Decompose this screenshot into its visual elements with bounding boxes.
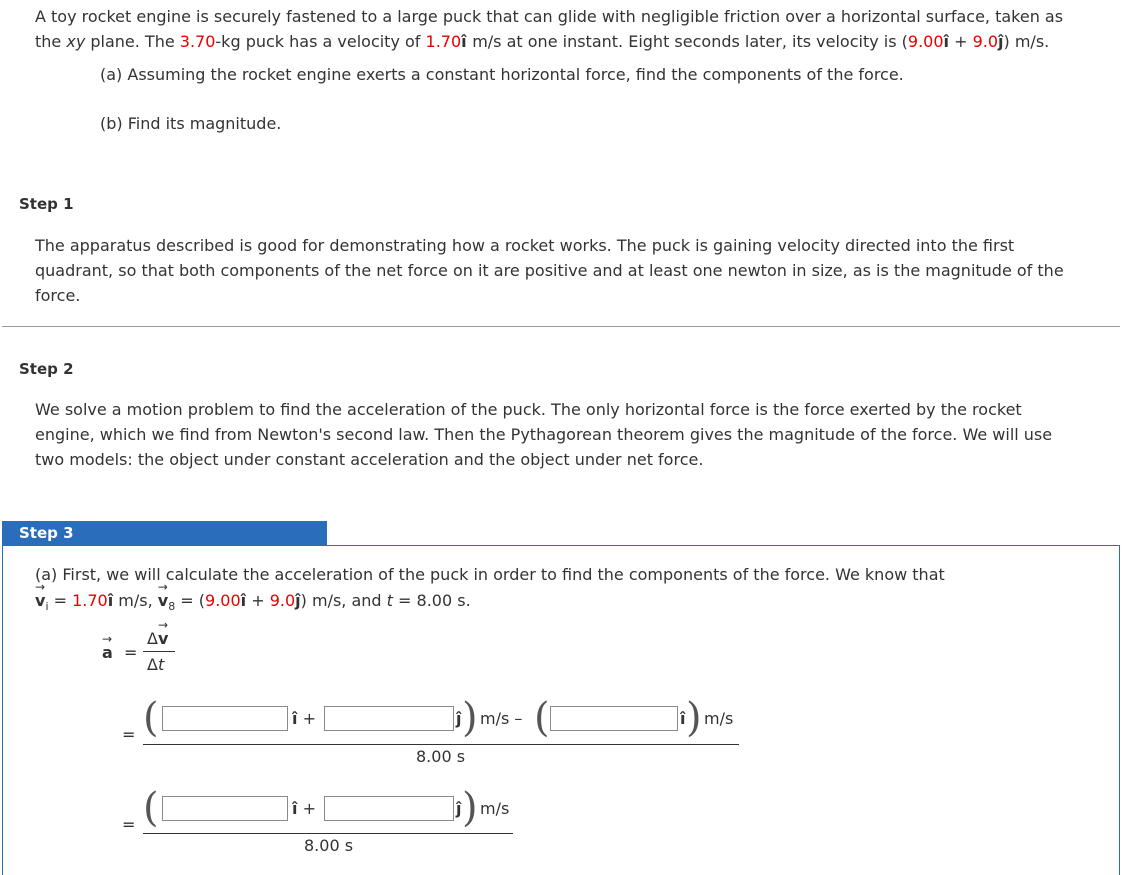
step-3-tab: Step 3 xyxy=(2,521,327,546)
step-divider xyxy=(2,326,1120,327)
delta-v-numerator: Δ→ v xyxy=(147,626,168,651)
open-paren-3: ( xyxy=(143,785,159,831)
mass-value: 3.70 xyxy=(179,32,216,51)
step-1-label: Step 1 xyxy=(19,195,74,213)
unit-minus: m/s – xyxy=(480,709,523,728)
equals-sign-3: = xyxy=(122,815,136,834)
problem-line-1: A toy rocket engine is securely fastened to a large puck that can glide with negligible friction over a horizontal surface, taken as xyxy=(35,7,1064,26)
part-b-question: (b) Find its magnitude. xyxy=(100,114,282,133)
equals-sign-1: = xyxy=(124,643,138,662)
step-1-text-1: The apparatus described is good for demonstrating how a rocket works. The puck is gaining velocity directed into the first xyxy=(35,236,1015,255)
denominator-1: 8.00 s xyxy=(416,747,466,766)
open-paren-1: ( xyxy=(143,695,159,741)
initial-velocity-value: 1.70 xyxy=(425,32,462,51)
accel-row1-j-input[interactable] xyxy=(324,706,454,731)
equals-sign-2: = xyxy=(122,725,136,744)
j-hat-1: ĵ xyxy=(456,709,462,728)
delta-t-denominator: Δt xyxy=(147,655,165,674)
problem-line-2: the xy plane. The 3.70-kg puck has a velocity of 1.70î m/s at one instant. Eight seconds later, its velocity is (9.00î + 9.0ĵ) m/s. xyxy=(35,32,1050,51)
acceleration-symbol: → a xyxy=(102,640,113,665)
accel-row2-j-input[interactable] xyxy=(324,796,454,821)
i-hat-2: î xyxy=(680,709,686,728)
step-2-text-1: We solve a motion problem to find the acceleration of the puck. The only horizontal force is the force exerted by the rocket xyxy=(35,400,1022,419)
step-2-text-2: engine, which we find from Newton's second law. Then the Pythagorean theorem gives the magnitude of the force. We will use xyxy=(35,425,1053,444)
unit-ms-2: m/s xyxy=(480,799,510,818)
part-a-question: (a) Assuming the rocket engine exerts a constant horizontal force, find the components of the force. xyxy=(100,65,904,84)
close-paren-2: ) xyxy=(686,695,702,741)
unit-ms-1: m/s xyxy=(704,709,734,728)
j-hat-2: ĵ xyxy=(456,799,462,818)
i-hat-plus-1: î + xyxy=(292,709,316,728)
step-2-text-3: two models: the object under constant acceleration and the object under net force. xyxy=(35,450,704,469)
final-vy-value: 9.0 xyxy=(972,32,999,51)
accel-row2-i-input[interactable] xyxy=(162,796,288,821)
step-3-knowns: → $v_i$ = 1.70î m/s, → $v_8$ = (9.00î + 9.0ĵ) m/s, and t = 8.00 s. xyxy=(35,588,471,619)
step-2-label: Step 2 xyxy=(19,360,74,378)
denominator-2: 8.00 s xyxy=(304,836,354,855)
close-paren-3: ) xyxy=(462,785,478,831)
step-1-text-3: force. xyxy=(35,286,81,305)
accel-row1-vi-input[interactable] xyxy=(550,706,678,731)
final-vx-value: 9.00 xyxy=(907,32,944,51)
open-paren-2: ( xyxy=(534,695,550,741)
i-hat-plus-2: î + xyxy=(292,799,316,818)
accel-row1-i-input[interactable] xyxy=(162,706,288,731)
step-1-text-2: quadrant, so that both components of the net force on it are positive and at least one newton in size, as is the magnitude of the xyxy=(35,261,1064,280)
close-paren-1: ) xyxy=(462,695,478,741)
step-3-intro: (a) First, we will calculate the acceleration of the puck in order to find the components of the force. We know that xyxy=(35,565,945,584)
